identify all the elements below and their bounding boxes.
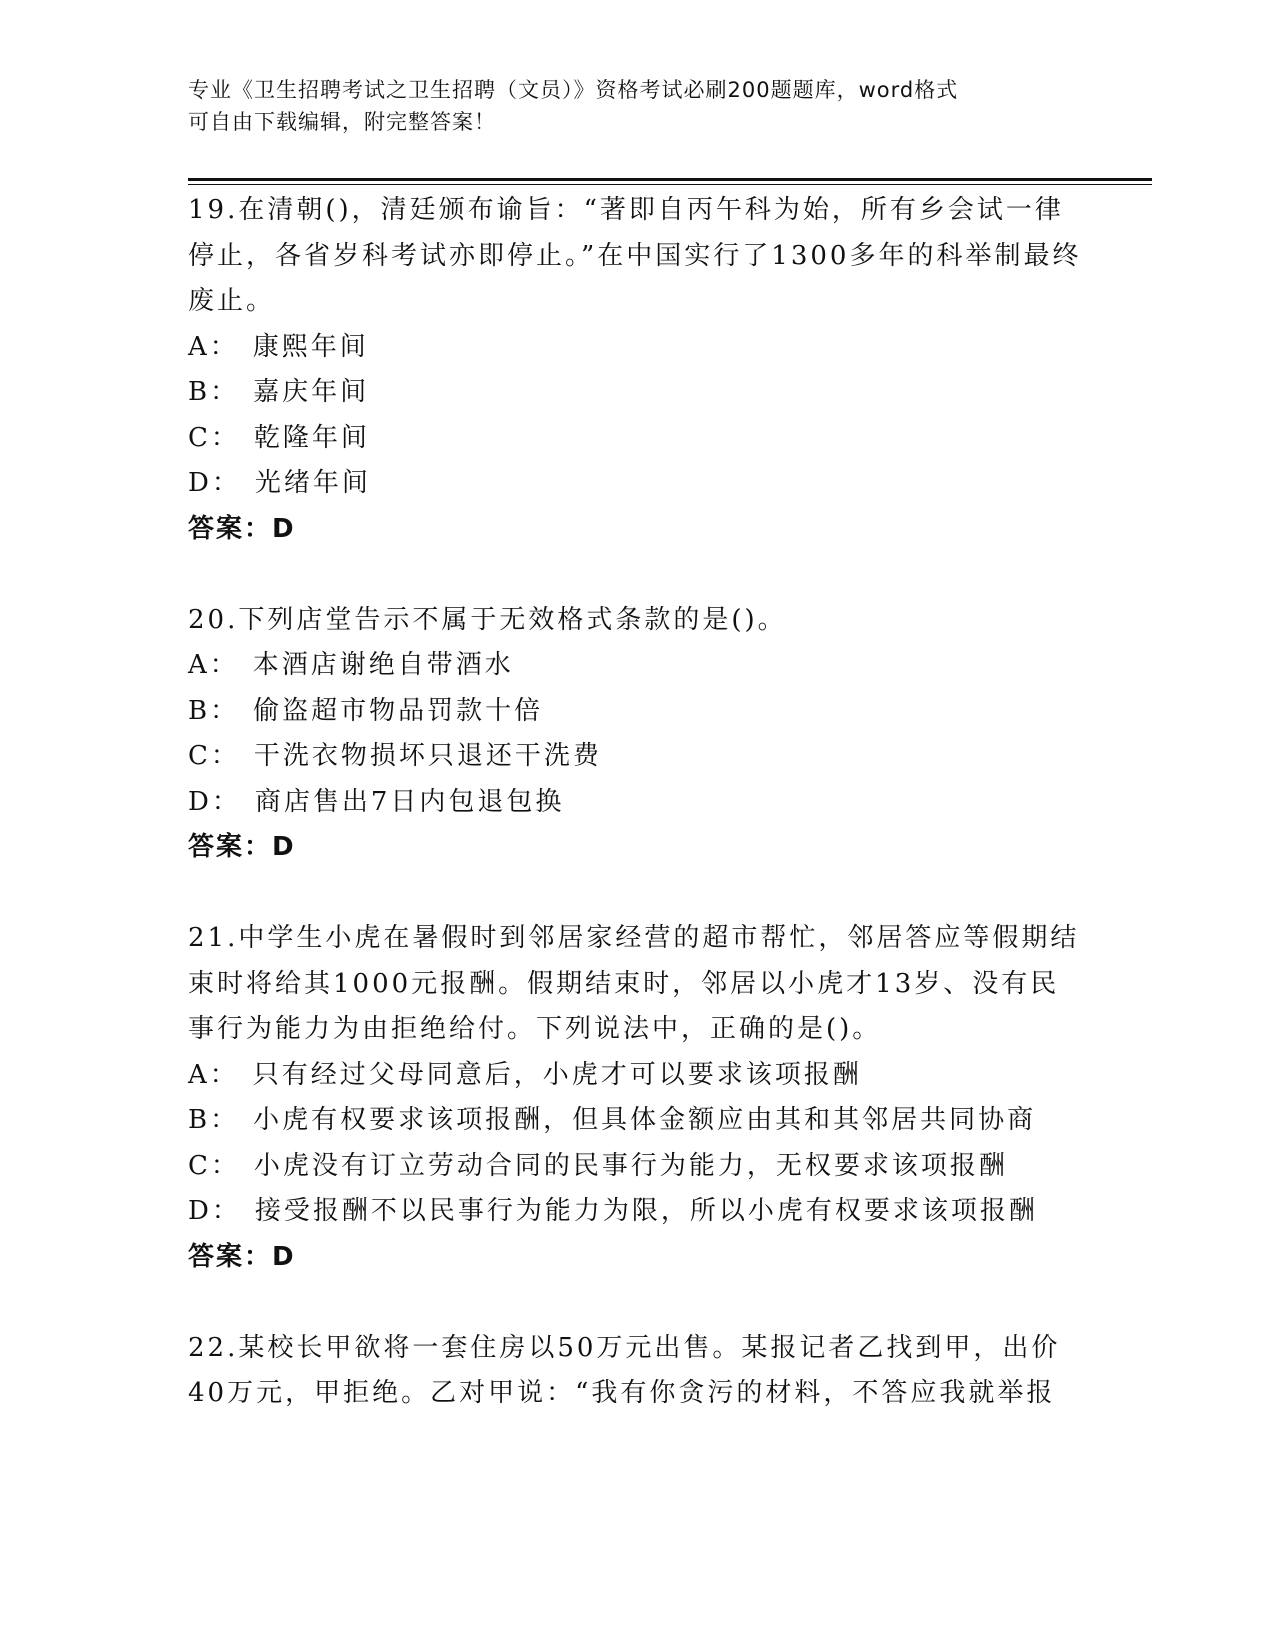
option-letter: B： [188, 1105, 240, 1135]
question-text: 22.某校长甲欲将一套住房以50万元出售。某报记者乙找到甲，出价40万元，甲拒绝。乙对甲说：“我有你贪污的材料，不答应我就举报 [188, 1332, 1061, 1408]
question-22 [188, 1326, 1088, 1417]
question-text: 20.下列店堂告示不属于无效格式条款的是()。 [188, 604, 787, 635]
option-text: 嘉庆年间 [253, 377, 370, 407]
option-text: 商店售出7日内包退包换 [254, 786, 565, 817]
header-line-1: 专业《卫生招聘考试之卫生招聘（文员）》资格考试必刷200题题库，word格式 [188, 78, 959, 102]
option-letter: B： [188, 695, 240, 726]
header-divider-thick [188, 178, 1152, 181]
header-divider-thin [188, 184, 1152, 185]
option-text: 小虎有权要求该项报酬，但具体金额应由其和其邻居共同协商 [253, 1105, 1037, 1135]
option-text: 本酒店谢绝自带酒水 [252, 650, 514, 680]
question-21 [188, 916, 1088, 1280]
option-letter: A： [188, 650, 239, 680]
option-d [188, 1189, 1088, 1235]
option-letter: C： [188, 422, 240, 453]
option-text: 偷盗超市物品罚款十倍 [253, 695, 544, 726]
option-letter: B： [188, 377, 240, 407]
option-text: 只有经过父母同意后，小虎才可以要求该项报酬 [252, 1059, 862, 1090]
option-text: 乾隆年间 [253, 422, 370, 453]
option-letter: C： [188, 1150, 240, 1181]
option-text: 小虎没有订立劳动合同的民事行为能力，无权要求该项报酬 [253, 1150, 1008, 1181]
document-header [188, 74, 1088, 138]
question-list [188, 188, 1088, 1462]
option-letter: D： [188, 468, 241, 498]
option-a [188, 1053, 1088, 1099]
question-19 [188, 188, 1088, 552]
option-letter: D： [188, 1196, 241, 1226]
option-d [188, 461, 1088, 507]
option-text: 光绪年间 [254, 468, 371, 498]
option-letter: D： [188, 786, 241, 817]
option-d [188, 780, 1088, 826]
option-b [188, 370, 1088, 416]
option-a [188, 643, 1088, 689]
option-text: 干洗衣物损坏只退还干洗费 [253, 741, 602, 771]
option-c [188, 734, 1088, 780]
option-a [188, 325, 1088, 371]
question-text: 19.在清朝()，清廷颁布谕旨：“著即自丙午科为始，所有乡会试一律停止，各省岁科考试亦即停止。”在中国实行了1300多年的科举制最终废止。 [188, 195, 1082, 316]
answer-label: 答案：D [188, 1241, 296, 1272]
option-c [188, 1144, 1088, 1190]
option-c [188, 416, 1088, 462]
answer-label: 答案：D [188, 832, 296, 862]
question-20 [188, 598, 1088, 871]
option-b [188, 1098, 1088, 1144]
question-text: 21.中学生小虎在暑假时到邻居家经营的超市帮忙，邻居答应等假期结束时将给其1000元报酬。假期结束时，邻居以小虎才13岁、没有民事行为能力为由拒绝给付。下列说法中，正确的是()。 [188, 923, 1080, 1044]
option-letter: A： [188, 1059, 239, 1090]
option-text: 接受报酬不以民事行为能力为限，所以小虎有权要求该项报酬 [254, 1196, 1038, 1226]
option-b [188, 689, 1088, 735]
option-letter: C： [188, 741, 240, 771]
option-letter: A： [188, 331, 239, 362]
answer-label: 答案：D [188, 513, 296, 544]
option-text: 康熙年间 [252, 331, 369, 362]
header-line-2: 可自由下载编辑，附完整答案！ [188, 110, 496, 134]
